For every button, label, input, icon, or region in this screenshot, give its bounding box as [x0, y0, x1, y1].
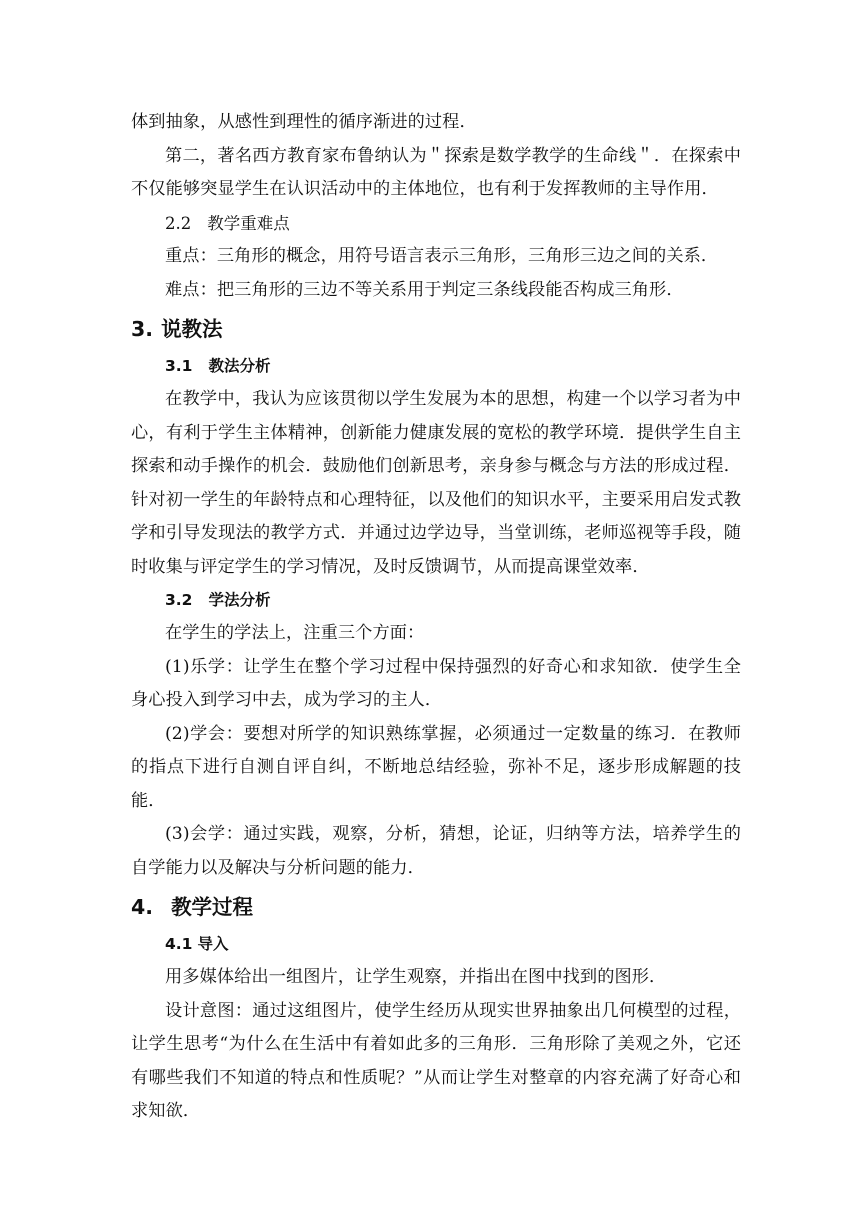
- section-title: 说教法: [161, 317, 223, 341]
- paragraph-learning-2: (2)学会：要想对所学的知识熟练掌握，必须通过一定数量的练习．在教师的指点下进行自测自评自纠，不断地总结经验，弥补不足，逐步形成解题的技能．: [131, 723, 741, 811]
- paragraph-key-points: 重点：三角形的概念，用符号语言表示三角形，三角形三边之间的关系．: [165, 246, 719, 266]
- paragraph-learning-intro: 在学生的学法上，注重三个方面：: [165, 623, 425, 643]
- section-number: 3.2: [165, 591, 193, 609]
- section-4-heading: [131, 892, 741, 923]
- section-2-2-heading: [131, 207, 741, 241]
- section-4-1-heading: [131, 928, 741, 961]
- section-title: 教学重难点: [207, 213, 290, 233]
- section-title: 教法分析: [208, 357, 271, 375]
- section-3-heading: [131, 314, 741, 345]
- paragraph-intro-activity: 用多媒体给出一组图片，让学生观察，并指出在图中找到的图形．: [165, 967, 667, 987]
- paragraph-teaching-method: 在教学中，我认为应该贯彻以学生发展为本的思想，构建一个以学习者为中心，有利于学生主体精神，创新能力健康发展的宽松的教学环境．提供学生自主探索和动手操作的机会．鼓励他们创新思考，亲身参与概念与方法的形成过程．针对初一学生的年龄特点和心理特征，以及他们的知识水平，主要采用启发式教学和引导发现法的教学方式．并通过边学边导，当堂训练，老师巡视等手段，随时收集与评定学生的学习情况，及时反馈调节，从而提高课堂效率．: [131, 389, 741, 577]
- section-3-1-heading: [131, 350, 741, 383]
- section-title: 导入: [197, 935, 229, 953]
- section-3-2-heading: [131, 584, 741, 617]
- section-number: 3.: [131, 317, 154, 341]
- paragraph-difficult-points: 难点：把三角形的三边不等关系用于判定三条线段能否构成三角形．: [165, 279, 684, 300]
- document-body: [131, 106, 741, 1129]
- section-number: 3.1: [165, 357, 193, 375]
- paragraph-bruner: 第二，著名西方教育家布鲁纳认为＂探索是数学教学的生命线＂．在探索中不仅能够突显学生在认识活动中的主体地位，也有利于发挥教师的主导作用．: [131, 145, 741, 199]
- section-number: 4.: [131, 895, 154, 919]
- paragraph-learning-1: (1)乐学：让学生在整个学习过程中保持强烈的好奇心和求知欲．使学生全身心投入到学习中去，成为学习的主人．: [131, 656, 741, 710]
- paragraph-design-intent: 设计意图：通过这组图片，使学生经历从现实世界抽象出几何模型的过程，让学生思考“为什么在生活中有着如此多的三角形．三角形除了美观之外，它还有哪些我们不知道的特点和性质呢？”从而让学生对整章的内容充满了好奇心和求知欲．: [131, 1000, 741, 1121]
- paragraph-learning-3: (3)会学：通过实践，观察，分析，猜想，论证，归纳等方法，培养学生的自学能力以及解决与分析问题的能力．: [131, 824, 741, 878]
- section-number: 4.1: [165, 935, 193, 953]
- paragraph-continuation: 体到抽象，从感性到理性的循序渐进的过程．: [131, 112, 477, 132]
- section-number: 2.2: [165, 213, 192, 233]
- section-title: 学法分析: [208, 591, 271, 609]
- section-title: 教学过程: [171, 895, 254, 919]
